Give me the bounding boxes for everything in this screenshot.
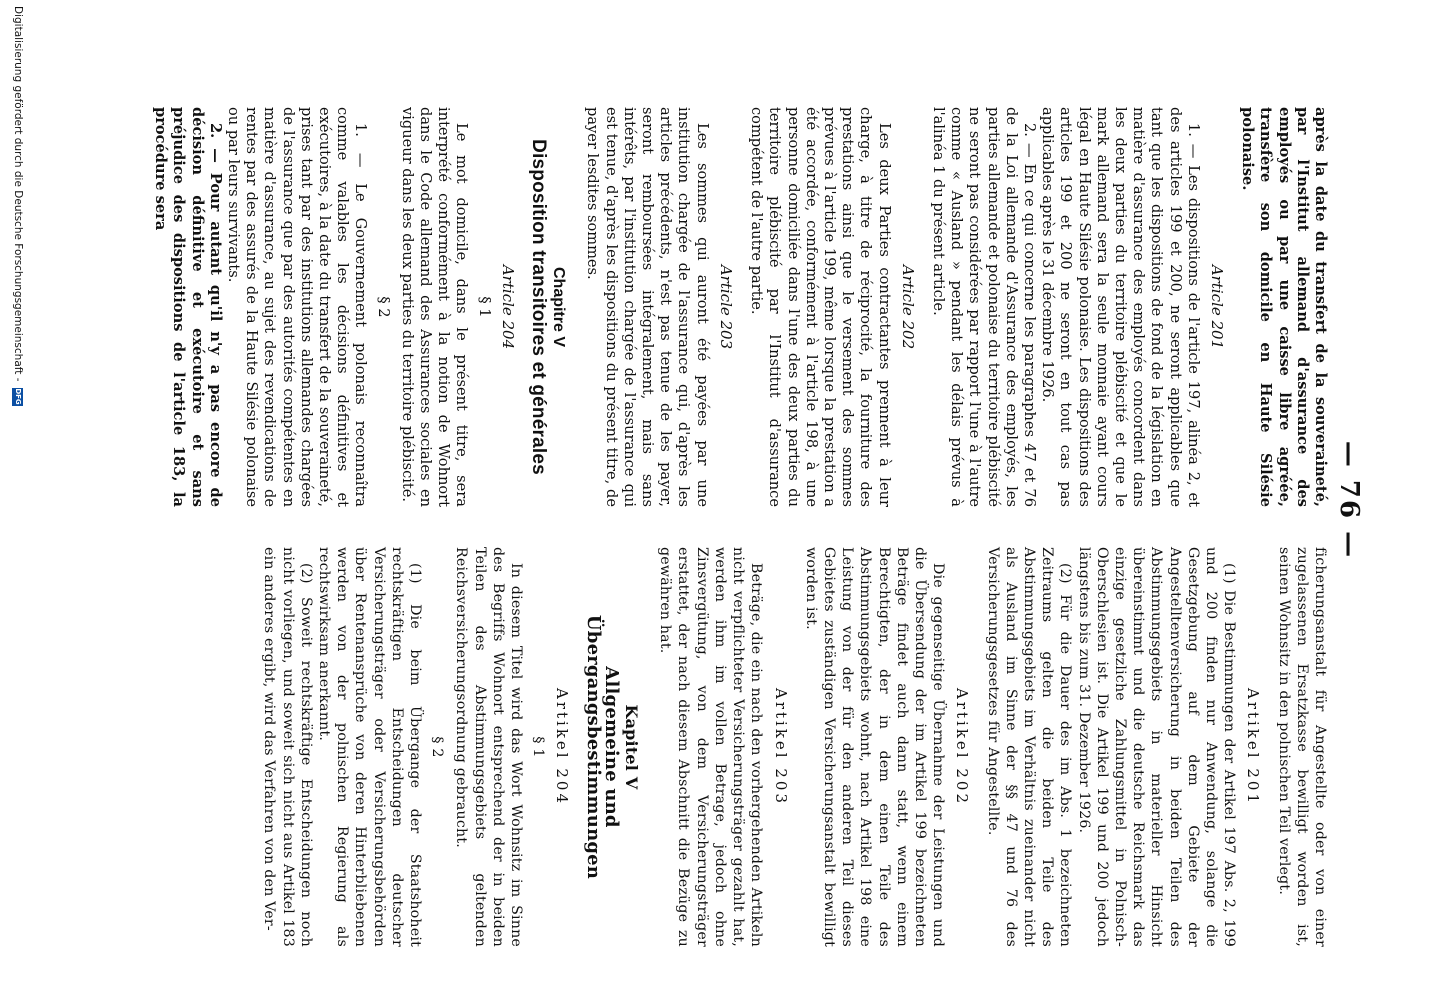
german-section-2-paragraph-1: (1) Die beim Übergange der Staatshoheit rechtskräftigen Entscheidungen deutscher Versicherungsträger oder Versicherungsbehörden über Rentenansprüche von deren Hinterbliebenen werden von der polnischen Regierung als rechtswirksam anerkannt. [316, 547, 424, 947]
french-article-203-title: Article 203 [716, 264, 735, 350]
credit-text: Digitalisierung gefördert durch die Deutsche Forschungsgemeinschaft - [12, 6, 24, 382]
french-article-203-paragraph: Les sommes qui auront été payées par une institution chargée de l'assurance qui, d'après les articles précédents, n'est pas tenue de les payer, seront remboursées intégralement, mais sans intérêts, par l'institution chargée de l'assurance qui est tenue, d'après les dispositions du présent titre, de payer lesdites sommes. [584, 107, 711, 507]
french-section-2-paragraph-2: 2. — Pour autant qu'il n'y a pas encore de décision définitive et exécutoire et sans préjudice des dispositions de l'article 183, la procédure sera [152, 107, 224, 507]
german-article-202-paragraph: Die gegenseitige Übernahme der Leistungen und die Übersendung der im Artikel 199 bezeichneten Beträge findet auch dann statt, wenn einem Berechtigten, der in dem einen Teile des Abstimmungsgebiets wohnt, nach Artikel 198 eine Leistung von der für den anderen Teil dieses Gebietes zuständigen Versicherungsanstalt bewilligt worden ist. [802, 547, 947, 947]
german-article-201-title: Artikel 201 [1244, 688, 1263, 806]
digitization-credit [12, 0, 24, 1006]
german-article-204-title: Artikel 204 [553, 688, 572, 806]
german-section-2-title: § 2 [429, 736, 446, 758]
german-section-1-paragraph: In diesem Titel wird das Wort Wohnsitz im Sinne des Begriffs Wohnort entsprechend der in beiden Teilen des Abstimmungsgebiets geltenden Reichsversicherungsordnung gebraucht. [453, 547, 525, 947]
german-article-201-paragraph-1: (1) Die Bestimmungen der Artikel 197 Abs. 2, 199 und 200 finden nur Anwendung, solange die Gesetzgebung auf dem Gebiete der Angestelltenversicherung in beiden Teilen des Abstimmungsgebiets in materieller Hinsicht übereinstimmt und die deutsche Reichsmark das einzige gesetzliche Zahlungsmittel in Polnisch-Oberschlesien ist. Die Artikel 199 und 200 jedoch längstens bis zum 31. Dezember 1926. [1075, 547, 1238, 947]
german-article-201-paragraph-2: (2) Für die Dauer des im Abs. 1 bezeichneten Zeitraums gelten die beiden Teile des Abstimmungsgebiets im Verhältnis zueinander nicht als Ausland im Sinne der §§ 47 und 76 des Versicherungsgesetzes für Angestellte. [984, 547, 1074, 947]
french-article-202-title: Article 202 [898, 264, 917, 350]
french-article-204-title: Article 204 [498, 264, 517, 350]
german-article-202-title: Artikel 202 [953, 688, 972, 806]
dfg-logo: DFG [14, 388, 23, 405]
french-article-201-paragraph-2: 2. — En ce qui concerne les paragraphes 47 et 76 de la Loi allemande d'Assurance des employés, les parties allemande et polonaise du territoire plébiscité ne seront pas considérées par rapport l'une à l'autre comme « Ausland » pendant les délais prévus à l'alinéa 1 du présent article. [929, 107, 1038, 507]
german-intro: ficherungsanstalt für Angestellte oder von einer zugelassenen Ersatzkasse bewilligt worden ist, seinen Wohnsitz in den polnischen Teil verlegt. [1275, 547, 1328, 947]
german-article-203-paragraph: Beträge, die ein nach den vorhergehenden Artikeln nicht verpflichteter Versicherungsträger gezahlt hat, werden ihm im vollen Betrage, jedoch ohne Zinsvergütung, von dem Versicherungsträger erstattet, der nach diesem Abschnitt die Bezüge zu gewähren hat. [657, 547, 765, 947]
french-chapter-label: Chapitre V [550, 266, 568, 347]
german-section-1-title: § 1 [530, 736, 547, 758]
french-section-1-paragraph: Le mot domicile, dans le présent titre, sera interprété conformément à la notion de Wohnort dans le Code allemand des Assurances sociales en vigueur dans les deux parties du territoire plébiscité. [398, 107, 471, 507]
page-number: — 76 — [1334, 440, 1364, 560]
german-article-203-title: Artikel 203 [771, 688, 790, 806]
german-section-2-paragraph-2: (2) Soweit rechtskräftige Entscheidungen noch nicht vorliegen, und soweit sich nicht aus Artikel 183 ein anderes ergibt, wird das Verfahren von den Ver- [261, 547, 314, 947]
german-chapter-heading: Allgemeine und Übergangsbestimmungen [582, 614, 622, 880]
french-column [151, 107, 1329, 507]
french-section-2-paragraph-1: 1. — Le Gouvernement polonais reconnaîtra comme valables les décisions définitives et exécutoires, à la date du transfert de la souveraineté, prises tant par des institutions allemandes chargées de l'assurance que par des autorités compétentes en matière d'assurance, au sujet des revendications de rentes par des assurés de la Haute Silésie polonaise ou par leurs survivants. [225, 107, 370, 507]
german-chapter-label: Kapitel V [622, 704, 642, 790]
french-chapter-heading: Disposition transitoires et générales [528, 139, 550, 475]
french-intro: après la date du transfert de la souveraineté, par l'Institut allemand d'assurance des employés ou par une caisse libre agréée, transfère son domicile en Haute Silésie polonaise. [1239, 107, 1329, 507]
german-column [260, 547, 1329, 947]
french-article-201-title: Article 201 [1207, 264, 1226, 350]
french-section-1-title: § 1 [475, 296, 493, 318]
french-article-201-paragraph-1: 1. — Les dispositions de l'article 197, alinéa 2, et des articles 199 et 200, ne seront applicables que tant que les dispositions de fond de la législation en matière d'assurance des employés concordent dans les deux parties du territoire plébiscité et que le mark allemand sera la seule monnaie ayant cours légal en Haute Silésie polonaise. Les dispositions des articles 199 et 200 ne seront en tout cas pas applicables après le 31 décembre 1926. [1039, 107, 1202, 507]
french-section-2-title: § 2 [374, 296, 392, 318]
french-article-202-paragraph: Les deux Parties contractantes prennent à leur charge, à titre de réciprocité, la fourniture des prestations ainsi que le versement des sommes prévues à l'article 199, même lorsque la prestation a été accordée, conformément à l'article 198, à une personne domiciliée dans l'une des deux parties du territoire plébiscité par l'Institut d'assurance compétent de l'autre partie. [748, 107, 893, 507]
